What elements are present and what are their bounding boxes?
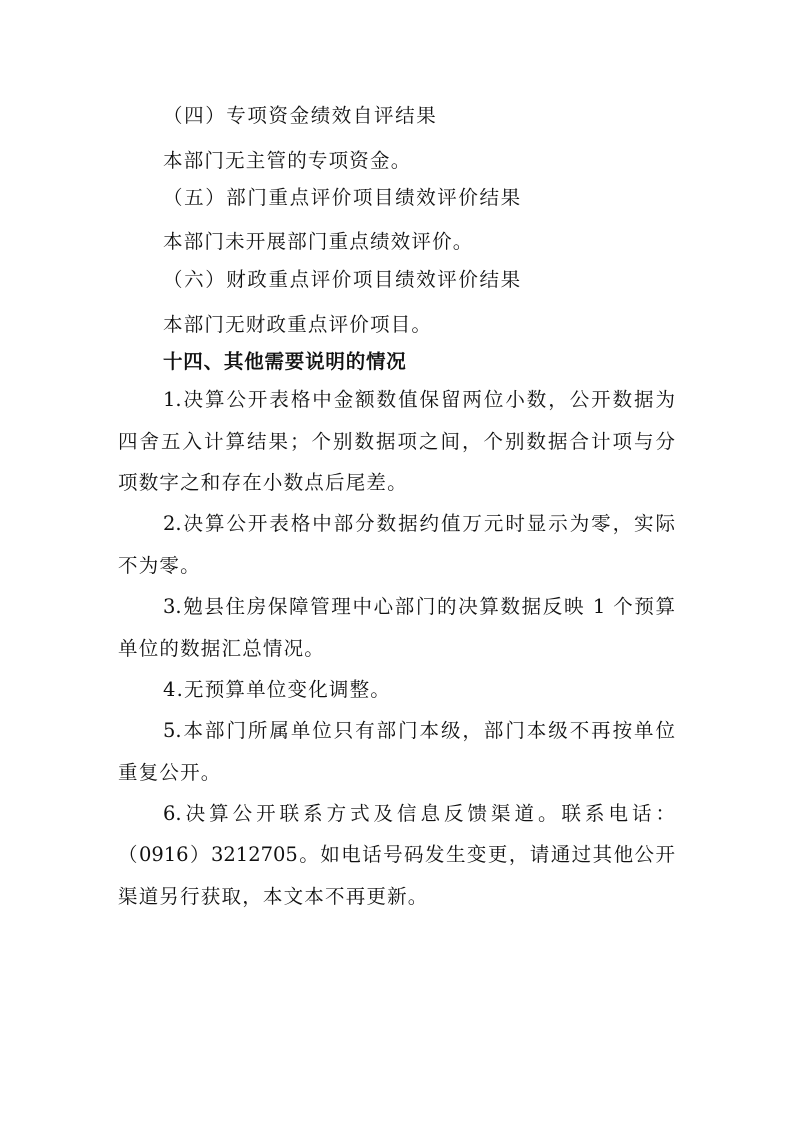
- item-1-line-1: 1.决算公开表格中金额数值保留两位小数，公开数据为: [163, 388, 675, 411]
- item-6-line-1: 6.决算公开联系方式及信息反馈渠道。联系电话：: [163, 802, 675, 825]
- section-6-body: 本部门无财政重点评价项目。: [163, 313, 433, 336]
- item-1-line-3: 项数字之和存在小数点后尾差。: [118, 471, 408, 494]
- heading-14: 十四、其他需要说明的情况: [163, 350, 407, 373]
- item-4: 4.无预算单位变化调整。: [163, 678, 392, 701]
- item-1-line-2: 四舍五入计算结果；个别数据项之间，个别数据合计项与分: [118, 430, 675, 453]
- item-2-line-1: 2.决算公开表格中部分数据约值万元时显示为零，实际: [163, 512, 675, 535]
- section-4-body: 本部门无主管的专项资金。: [163, 149, 412, 172]
- section-5-body: 本部门未开展部门重点绩效评价。: [163, 230, 474, 253]
- item-3-line-1: 3.勉县住房保障管理中心部门的决算数据反映 1 个预算: [163, 595, 675, 618]
- item-5-line-2: 重复公开。: [118, 761, 222, 784]
- item-2-line-2: 不为零。: [118, 554, 201, 577]
- item-6-line-2: （0916）3212705。如电话号码发生变更，请通过其他公开: [118, 843, 675, 866]
- section-4-title: （四）专项资金绩效自评结果: [163, 104, 438, 127]
- item-3-line-2: 单位的数据汇总情况。: [118, 637, 326, 660]
- item-6-line-3: 渠道另行获取，本文本不再更新。: [118, 885, 429, 908]
- section-6-title: （六）财政重点评价项目绩效评价结果: [163, 268, 522, 291]
- item-5-line-1: 5.本部门所属单位只有部门本级，部门本级不再按单位: [163, 719, 675, 742]
- section-5-title: （五）部门重点评价项目绩效评价结果: [163, 186, 522, 209]
